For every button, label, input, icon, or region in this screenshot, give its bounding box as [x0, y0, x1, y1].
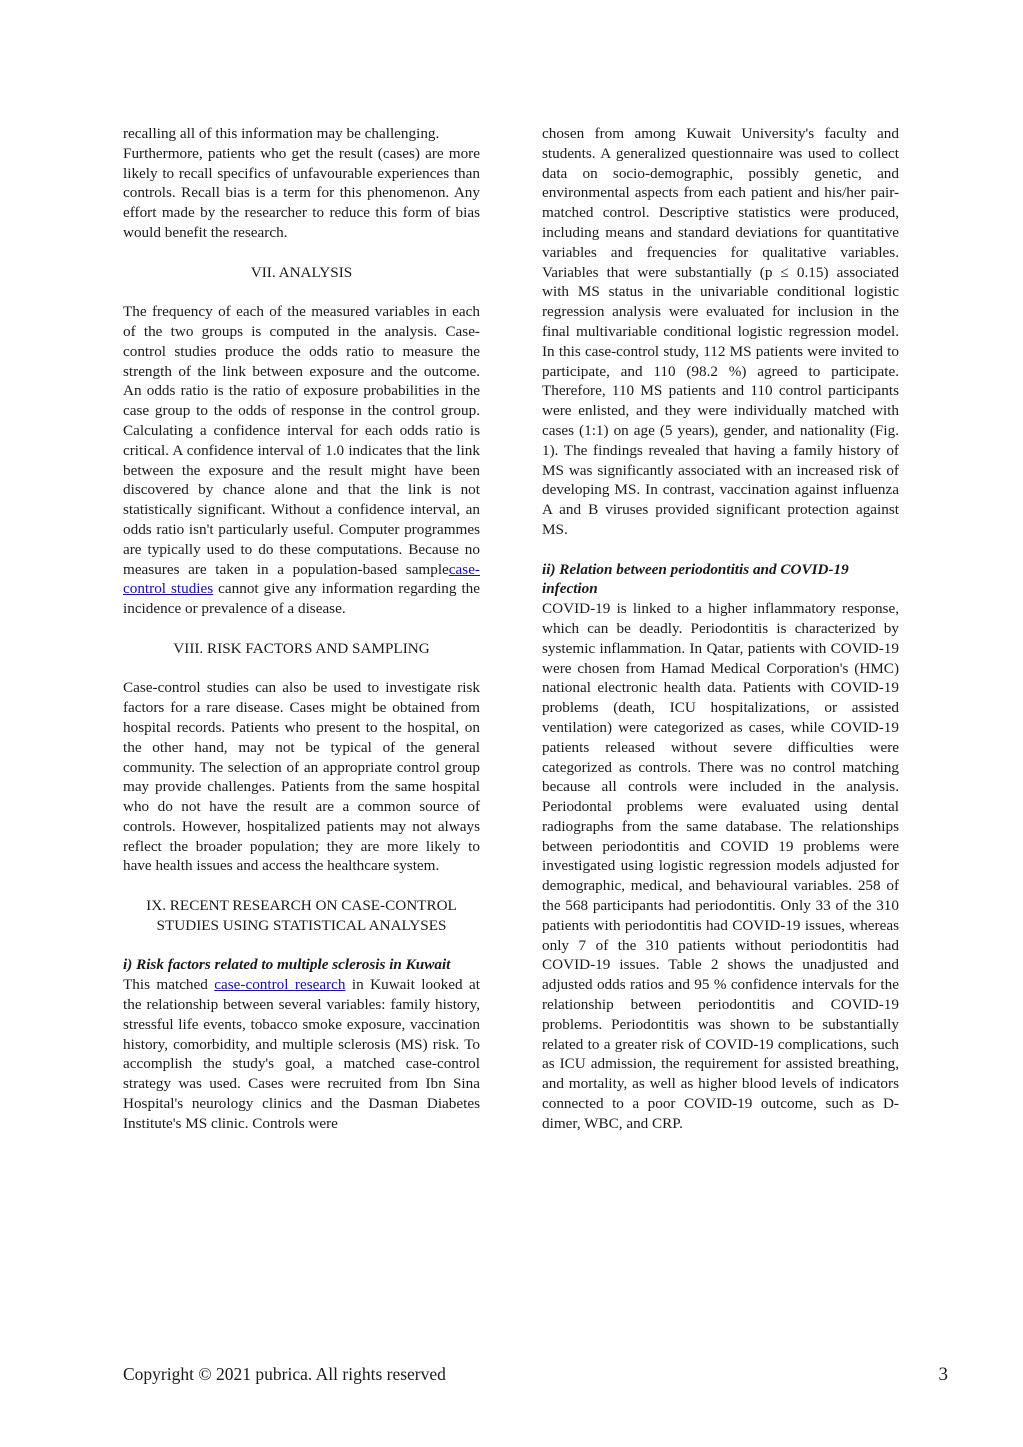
left-column — [123, 124, 480, 1134]
right-column — [542, 124, 899, 1134]
page-number: 3 — [938, 1364, 948, 1385]
footer-copyright: Copyright © 2021 pubrica. All rights reserved — [123, 1364, 446, 1384]
link-case-control-studies[interactable]: case-control studies — [123, 560, 480, 598]
link-case-control-research[interactable]: case-control research — [214, 976, 346, 994]
paragraph-ms-lead: This matched — [123, 976, 215, 994]
paragraph-analysis — [123, 302, 480, 619]
paragraph-recall-bias: Furthermore, patients who get the result (cases) are more likely to recall specifics of unfavourable experiences than controls. Recall bias is a term for this phenomenon. Any effort made by the researcher to reduce this form of bias would benefit the research. — [123, 144, 480, 241]
heading-risk-factors: VIII. RISK FACTORS AND SAMPLING — [173, 639, 430, 657]
paragraph-periodontitis-covid: COVID-19 is linked to a higher inflammatory response, which can be deadly. Periodontitis is characterized by systemic inflammation. In Qatar, patients with COVID-19 were chosen from Hamad Medical Corporation's (HMC) national electronic health data. Patients with COVID-19 problems (death, ICU hospitalizations, or assisted ventilation) were categorized as cases, while COVID-19 patients released without severe difficulties were categorized as controls. There was no control matching because all controls were included in the analysis. Periodontal problems were evaluated using dental radiographs from the same database. The relationships between periodontitis and COVID 19 problems were investigated using logistic regression models adjusted for demographic, medical, and behavioural variables. 258 of the 568 participants had periodontitis. Only 33 of the 310 patients with periodontitis had COVID-19 issues, whereas only 7 of the 310 patients without periodontitis had COVID-19 issues. Table 2 shows the unadjusted and adjusted odds ratios and 95 % confidence intervals for the relationship between periodontitis and COVID-19 problems. Periodontitis was shown to be substantially related to a greater risk of COVID-19 complications, such as ICU admission, the requirement for assisted breathing, and mortality, as well as higher blood levels of indicators connected to a poor COVID-19 outcome, such as D-dimer, WBC, and CRP. — [542, 600, 899, 1132]
heading-recent-research-line1: IX. RECENT RESEARCH ON CASE-CONTROL — [146, 897, 457, 915]
heading-recent-research-line2: STUDIES USING STATISTICAL ANALYSES — [156, 916, 447, 934]
subheading-multiple-sclerosis: i) Risk factors related to multiple sclerosis in Kuwait — [123, 956, 451, 974]
heading-analysis: VII. ANALYSIS — [250, 263, 353, 281]
paragraph-analysis-text: The frequency of each of the measured variables in each of the two groups is computed in the analysis. Case-control studies produce the odds ratio to measure the strength of the link between exposure and the outcome. An odds ratio is the ratio of exposure probabilities in the case group to the odds of response in the control group. Calculating a confidence interval for each odds ratio is critical. A confidence interval of 1.0 indicates that the link between the exposure and the result might have been discovered by chance alone and that the link is not statistically significant. Without a confidence interval, an odds ratio isn't particularly useful. Computer programmes are typically used to do these computations. Because no measures are taken in a population-based sample — [123, 303, 480, 578]
paragraph-multiple-sclerosis — [123, 975, 480, 1133]
paragraph-recall-intro: recalling all of this information may be challenging. — [123, 125, 440, 142]
subheading-periodontitis-covid: ii) Relation between periodontitis and COVID-19 infection — [542, 560, 849, 598]
paragraph-analysis-tail: cannot give any information regarding the incidence or prevalence of a disease. — [123, 580, 480, 618]
paragraph-ms-text: in Kuwait looked at the relationship between several variables: family history, stressful life events, tobacco smoke exposure, vaccination history, comorbidity, and multiple sclerosis (MS) risk. To accomplish the study's goal, a matched case-control strategy was used. Cases were recruited from Ibn Sina Hospital's neurology clinics and the Dasman Diabetes Institute's MS clinic. Controls were — [123, 976, 480, 1132]
paragraph-risk-factors: Case-control studies can also be used to investigate risk factors for a rare disease. Cases might be obtained from hospital records. Patients who present to the hospital, on the other hand, may not be typical of the general community. The selection of an appropriate control group may provide challenges. Patients from the same hospital who do not have the result are a common source of controls. However, hospitalized patients may not always reflect the broader population; they are more likely to have health issues and access the healthcare system. — [123, 679, 480, 875]
paragraph-ms-continued: chosen from among Kuwait University's faculty and students. A generalized questionnaire was used to collect data on socio-demographic, possibly genetic, and environmental aspects from each patient and his/her pair-matched control. Descriptive statistics were produced, including means and standard deviations for quantitative variables and frequencies for qualitative variables. Variables that were substantially (p ≤ 0.15) associated with MS status in the univariable conditional logistic regression analysis were evaluated for inclusion in the final multivariable conditional logistic regression model. In this case-control study, 112 MS patients were invited to participate, and 110 (98.2 %) agreed to participate. Therefore, 110 MS patients and 110 control participants were enlisted, and they were individually matched with cases (1:1) on age (5 years), gender, and nationality (Fig. 1). The findings revealed that having a family history of MS was significantly associated with an increased risk of developing MS. In contrast, vaccination against influenza A and B viruses provided significant protection against MS. — [542, 125, 899, 538]
